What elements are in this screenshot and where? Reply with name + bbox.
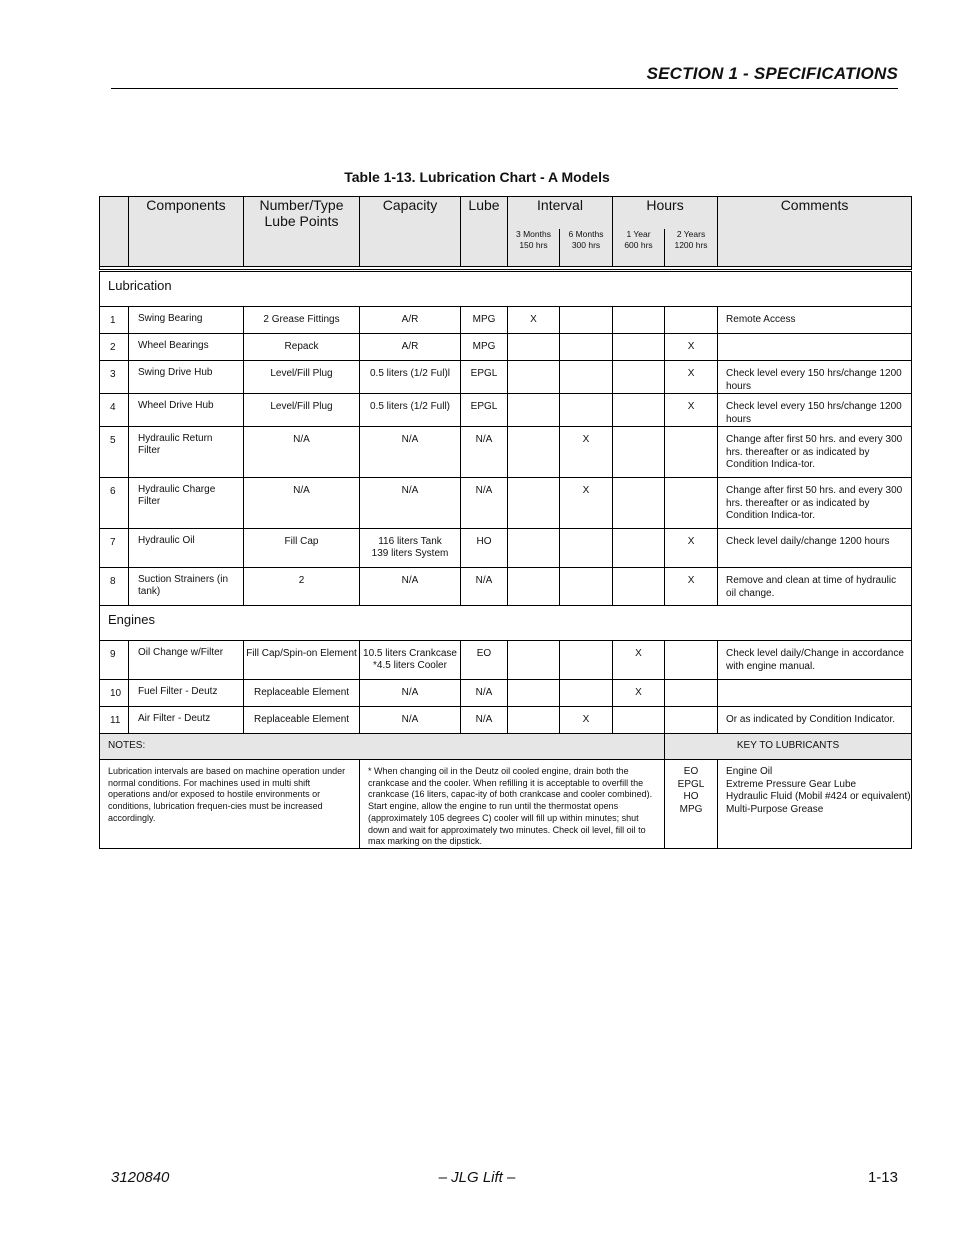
row-component: Fuel Filter - Deutz [129, 680, 244, 707]
row-capacity: 0.5 liters (1/2 Ful)l [360, 361, 461, 394]
key-abbreviations [665, 760, 718, 849]
key-abbr-eo: EO [683, 766, 699, 777]
key-def-eo: Engine Oil [726, 766, 773, 777]
row-6-months: X [560, 427, 613, 478]
group-row-lubrication [100, 271, 912, 307]
table-row [100, 641, 912, 680]
row-component: Hydraulic Charge Filter [129, 478, 244, 529]
row-2-years [665, 707, 718, 734]
row-num: 5 [100, 427, 129, 478]
row-lube: N/A [461, 427, 508, 478]
row-capacity: A/R [360, 334, 461, 361]
row-6-months [560, 641, 613, 680]
notes-body-row [100, 760, 912, 849]
row-6-months [560, 680, 613, 707]
row-capacity: N/A [360, 427, 461, 478]
table-row [100, 307, 912, 334]
key-def-mpg: Multi-Purpose Grease [726, 803, 824, 815]
row-6-months [560, 334, 613, 361]
header-3-months-line1: 3 Months [516, 228, 551, 239]
lubrication-table [99, 196, 912, 849]
row-component: Swing Drive Hub [129, 361, 244, 394]
row-points: Level/Fill Plug [244, 394, 360, 427]
row-6-months [560, 529, 613, 568]
row-2-years [665, 427, 718, 478]
row-comment: Change after first 50 hrs. and every 300 hrs. thereafter or as indicated by Condition Indica-tor. [718, 478, 912, 529]
header-3-months [508, 229, 560, 267]
section-header [111, 64, 898, 89]
row-capacity-line1: 10.5 liters Crankcase [363, 648, 457, 659]
table-row [100, 680, 912, 707]
row-2-years [665, 478, 718, 529]
table-row [100, 478, 912, 529]
row-num: 8 [100, 568, 129, 606]
row-lube: MPG [461, 307, 508, 334]
row-3-months [508, 568, 560, 606]
row-capacity: N/A [360, 478, 461, 529]
header-number-type-line2: Lube Points [264, 213, 339, 229]
key-abbr-mpg: MPG [679, 803, 703, 815]
header-1-year-line2: 600 hrs [624, 239, 653, 250]
row-num: 4 [100, 394, 129, 427]
row-points: Repack [244, 334, 360, 361]
row-num: 2 [100, 334, 129, 361]
row-points: N/A [244, 427, 360, 478]
header-3-months-line2: 150 hrs [519, 239, 548, 250]
row-6-months: X [560, 707, 613, 734]
row-points: 2 Grease Fittings [244, 307, 360, 334]
row-lube: N/A [461, 707, 508, 734]
row-1-year [613, 334, 665, 361]
row-comment [718, 680, 912, 707]
row-num: 7 [100, 529, 129, 568]
row-capacity [360, 641, 461, 680]
row-points: Replaceable Element [244, 680, 360, 707]
row-points: Fill Cap [244, 529, 360, 568]
row-num: 9 [100, 641, 129, 680]
row-capacity-line2: 139 liters System [371, 548, 449, 559]
key-to-lubricants-label: KEY TO LUBRICANTS [665, 734, 912, 760]
header-6-months [560, 229, 613, 267]
row-points: Replaceable Element [244, 707, 360, 734]
row-capacity: 0.5 liters (1/2 Full) [360, 394, 461, 427]
row-comment [718, 334, 912, 361]
table-row [100, 361, 912, 394]
row-1-year [613, 427, 665, 478]
header-capacity: Capacity [360, 197, 461, 267]
row-comment: Remove and clean at time of hydraulic oil change. [718, 568, 912, 606]
key-def-ho: Hydraulic Fluid (Mobil #424 or equivalent) [726, 791, 911, 802]
row-points: Level/Fill Plug [244, 361, 360, 394]
header-6-months-line2: 300 hrs [571, 239, 601, 250]
row-1-year [613, 361, 665, 394]
row-lube: EPGL [461, 361, 508, 394]
row-component: Wheel Bearings [129, 334, 244, 361]
table-body [100, 271, 912, 849]
group-label-engines: Engines [100, 606, 912, 641]
row-1-year [613, 707, 665, 734]
row-2-years [665, 680, 718, 707]
header-hours: Hours [613, 197, 718, 229]
table-title: Table 1-13. Lubrication Chart - A Models [344, 169, 610, 185]
row-lube: HO [461, 529, 508, 568]
table-row [100, 334, 912, 361]
row-3-months [508, 707, 560, 734]
row-3-months [508, 427, 560, 478]
notes-label: NOTES: [100, 734, 665, 760]
note-lubrication-intervals: Lubrication intervals are based on machine operation under normal conditions. For machines used in multi shift operations and/or exposed to hostile environments or conditions, lubrication frequen-cies must be increased accordingly. [100, 760, 360, 849]
header-components: Components [129, 197, 244, 267]
row-3-months [508, 394, 560, 427]
row-3-months [508, 641, 560, 680]
row-comment: Check level every 150 hrs/change 1200 hours [718, 361, 912, 394]
header-num [100, 197, 129, 267]
header-2-years [665, 229, 718, 267]
section-title: SECTION 1 - SPECIFICATIONS [646, 64, 898, 83]
row-component: Suction Strainers (in tank) [129, 568, 244, 606]
row-1-year: X [613, 641, 665, 680]
group-label-lubrication: Lubrication [100, 271, 912, 307]
note-deutz-oil-change: * When changing oil in the Deutz oil cooled engine, drain both the crankcase and the cooler. When refilling it is acceptable to overfill the crankcase (16 liters, capac-ity of both crankcase and cooler combined). Start engine, allow the engine to run until the thermostat opens (approximately 105 degrees C) cooler will fill up within minutes; shut down and wait for approximately two minutes. Check oil level, fill oil to max marking on the dipstick. [360, 760, 665, 849]
row-lube: EO [461, 641, 508, 680]
row-1-year [613, 478, 665, 529]
header-1-year-line1: 1 Year [626, 228, 651, 239]
table-row [100, 707, 912, 734]
row-points: 2 [244, 568, 360, 606]
row-capacity: N/A [360, 680, 461, 707]
row-2-years: X [665, 361, 718, 394]
row-3-months [508, 334, 560, 361]
row-capacity: N/A [360, 568, 461, 606]
row-lube: N/A [461, 568, 508, 606]
row-2-years [665, 641, 718, 680]
row-2-years: X [665, 568, 718, 606]
row-component: Swing Bearing [129, 307, 244, 334]
row-comment: Check level every 150 hrs/change 1200 hours [718, 394, 912, 427]
row-6-months [560, 568, 613, 606]
row-points: Fill Cap/Spin-on Element [244, 641, 360, 680]
row-2-years: X [665, 529, 718, 568]
footer-brand: – JLG Lift – [438, 1169, 516, 1186]
row-component: Oil Change w/Filter [129, 641, 244, 680]
row-1-year [613, 529, 665, 568]
table-row [100, 427, 912, 478]
footer-page-number: 1-13 [867, 1169, 898, 1186]
row-2-years [665, 307, 718, 334]
row-comment: Or as indicated by Condition Indicator. [718, 707, 912, 734]
row-capacity [360, 529, 461, 568]
row-1-year: X [613, 680, 665, 707]
header-2-years-line1: 2 Years [676, 228, 706, 239]
footer-doc-number: 3120840 [111, 1169, 170, 1186]
row-1-year [613, 307, 665, 334]
header-2-years-line2: 1200 hrs [674, 239, 708, 250]
header-1-year [613, 229, 665, 267]
row-points: N/A [244, 478, 360, 529]
row-6-months: X [560, 478, 613, 529]
table-header [100, 197, 912, 271]
row-lube: EPGL [461, 394, 508, 427]
row-2-years: X [665, 334, 718, 361]
row-capacity: N/A [360, 707, 461, 734]
row-component: Hydraulic Return Filter [129, 427, 244, 478]
row-3-months [508, 680, 560, 707]
header-lube: Lube [461, 197, 508, 267]
row-1-year [613, 394, 665, 427]
row-1-year [613, 568, 665, 606]
row-component: Wheel Drive Hub [129, 394, 244, 427]
row-6-months [560, 307, 613, 334]
row-lube: N/A [461, 680, 508, 707]
key-def-epgl: Extreme Pressure Gear Lube [726, 778, 857, 790]
notes-header-row [100, 734, 912, 760]
row-num: 6 [100, 478, 129, 529]
row-capacity-line2: *4.5 liters Cooler [373, 660, 447, 671]
row-3-months [508, 361, 560, 394]
key-abbr-ho: HO [683, 791, 699, 802]
header-interval: Interval [508, 197, 613, 229]
table-row [100, 529, 912, 568]
row-num: 10 [100, 680, 129, 707]
key-abbr-epgl: EPGL [677, 778, 705, 790]
row-lube: N/A [461, 478, 508, 529]
table-row [100, 394, 912, 427]
header-6-months-line1: 6 Months [568, 228, 604, 239]
row-3-months [508, 529, 560, 568]
row-num: 11 [100, 707, 129, 734]
row-6-months [560, 394, 613, 427]
group-row-engines [100, 606, 912, 641]
key-definitions [718, 760, 912, 849]
row-component: Air Filter - Deutz [129, 707, 244, 734]
header-number-type-line1: Number/Type [259, 197, 344, 213]
row-comment: Check level daily/Change in accordance with engine manual. [718, 641, 912, 680]
row-2-years: X [665, 394, 718, 427]
row-3-months [508, 478, 560, 529]
row-capacity: A/R [360, 307, 461, 334]
row-num: 1 [100, 307, 129, 334]
header-number-type [244, 197, 360, 267]
row-lube: MPG [461, 334, 508, 361]
row-num: 3 [100, 361, 129, 394]
row-capacity-line1: 116 liters Tank [378, 536, 442, 547]
header-comments: Comments [718, 197, 912, 267]
row-comment: Change after first 50 hrs. and every 300 hrs. thereafter or as indicated by Condition Indica-tor. [718, 427, 912, 478]
row-comment: Check level daily/change 1200 hours [718, 529, 912, 568]
row-comment: Remote Access [718, 307, 912, 334]
row-6-months [560, 361, 613, 394]
row-3-months: X [508, 307, 560, 334]
table-row [100, 568, 912, 606]
row-component: Hydraulic Oil [129, 529, 244, 568]
